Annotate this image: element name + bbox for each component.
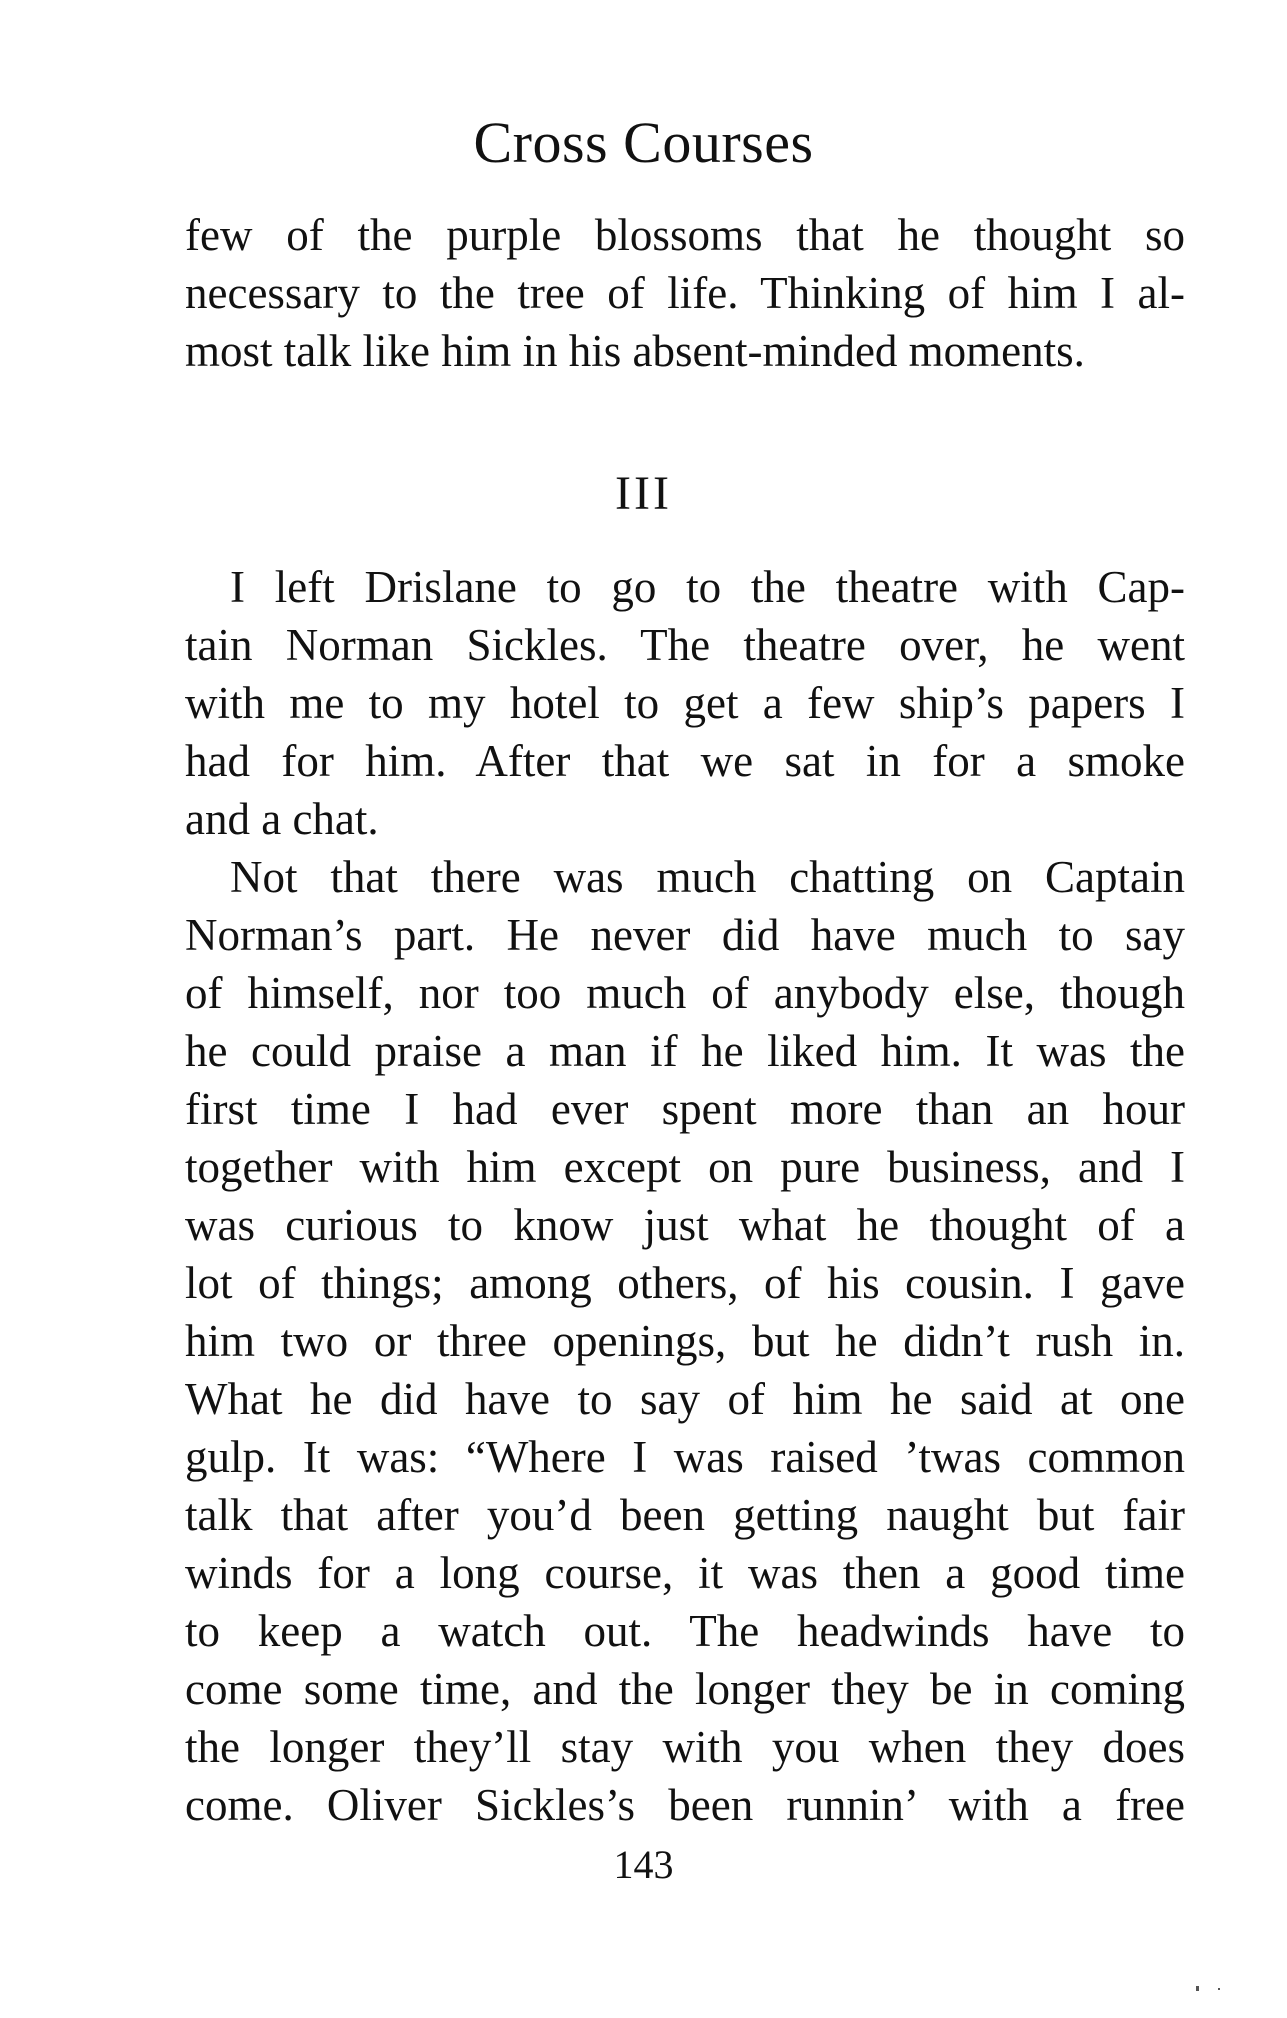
text-line: to keep a watch out. The headwinds have to [185,1606,1185,1656]
text-line: gulp. It was: “Where I was raised ’twas common [185,1432,1185,1482]
text-line: Not that there was much chatting on Captain [230,852,1185,902]
text-line: few of the purple blossoms that he thought so [185,210,1185,260]
text-line: lot of things; among others, of his cousin. I gave [185,1258,1185,1308]
section-number: III [615,467,672,520]
text-line: him two or three openings, but he didn’t rush in. [185,1316,1185,1366]
text-line: come. Oliver Sickles’s been runnin’ with a free [185,1780,1185,1830]
text-line: come some time, and the longer they be in coming [185,1664,1185,1714]
continuation-paragraph [185,206,1185,380]
text-line: with me to my hotel to get a few ship’s papers I [185,678,1185,728]
text-line: first time I had ever spent more than an hour [185,1084,1185,1134]
text-line: Norman’s part. He never did have much to say [185,910,1185,960]
text-line: he could praise a man if he liked him. It was the [185,1026,1185,1076]
print-speck [1196,1986,1199,1991]
print-speck [1218,1988,1220,1990]
text-line: of himself, nor too much of anybody else, though [185,968,1185,1018]
text-line: I left Drislane to go to the theatre with Cap- [230,562,1185,612]
text-line: was curious to know just what he thought of a [185,1200,1185,1250]
section-body [185,558,1185,1834]
text-line: winds for a long course, it was then a good time [185,1548,1185,1598]
text-line: together with him except on pure business, and I [185,1142,1185,1192]
text-line: had for him. After that we sat in for a smoke [185,736,1185,786]
text-line: necessary to the tree of life. Thinking of him I al- [185,268,1185,318]
text-line: tain Norman Sickles. The theatre over, he went [185,620,1185,670]
text-line: most talk like him in his absent-minded moments. [185,326,1085,376]
text-line: the longer they’ll stay with you when they does [185,1722,1185,1772]
text-line: and a chat. [185,794,379,844]
text-line: talk that after you’d been getting naught but fair [185,1490,1185,1540]
page-number: 143 [613,1842,674,1887]
text-line: What he did have to say of him he said at one [185,1374,1185,1424]
running-head: Cross Courses [473,110,814,175]
